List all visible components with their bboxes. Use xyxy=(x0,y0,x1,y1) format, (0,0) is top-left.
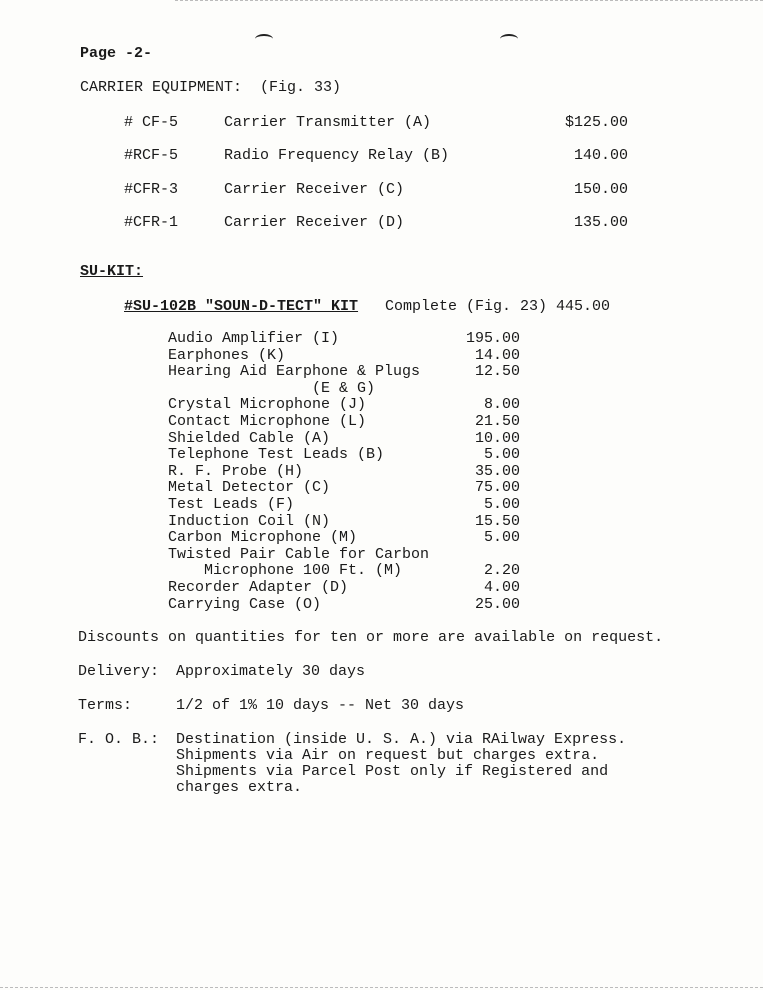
part-name: Twisted Pair Cable for Carbon xyxy=(168,545,430,563)
punch-mark-right xyxy=(500,34,518,44)
part-price: 8.00 xyxy=(483,396,520,414)
part-name: (E & G) xyxy=(168,379,376,397)
item-name: Carrier Receiver (C) xyxy=(224,181,405,198)
kit-part-row xyxy=(0,430,763,447)
bottom-scan-edge xyxy=(0,987,763,988)
kit-part-row xyxy=(0,347,763,364)
item-price: 135.00 xyxy=(574,214,629,231)
item-code: #CFR-3 xyxy=(124,181,179,198)
part-name: Carbon Microphone (M) xyxy=(168,529,358,547)
kit-part-row xyxy=(0,479,763,496)
kit-part-row xyxy=(0,579,763,596)
kit-part-row xyxy=(0,446,763,463)
top-scan-edge xyxy=(175,0,763,1)
carrier-equipment-heading: CARRIER EQUIPMENT: (Fig. 33) xyxy=(80,79,342,96)
fob-line: Shipments via Parcel Post only if Registered and xyxy=(176,763,609,780)
item-name: Carrier Transmitter (A) xyxy=(224,114,432,131)
part-name: Recorder Adapter (D) xyxy=(168,579,349,596)
item-name: Radio Frequency Relay (B) xyxy=(224,147,450,164)
part-price: 15.50 xyxy=(474,512,520,530)
part-name: Hearing Aid Earphone & Plugs xyxy=(168,363,421,381)
carrier-item xyxy=(0,114,763,131)
part-price: 12.50 xyxy=(474,363,520,381)
part-name: Telephone Test Leads (B) xyxy=(168,446,385,464)
punch-mark-left xyxy=(255,34,273,44)
part-price: 2.20 xyxy=(483,562,520,580)
item-code: # CF-5 xyxy=(124,114,179,131)
part-price: 5.00 xyxy=(483,529,520,547)
fob-line: Destination (inside U. S. A.) via RAilway Express. xyxy=(176,731,627,748)
su-kit-heading: SU-KIT: xyxy=(80,263,144,280)
carrier-item xyxy=(0,214,763,231)
part-name: R. F. Probe (H) xyxy=(168,462,304,480)
part-price: 25.00 xyxy=(474,595,520,613)
fob-line: charges extra. xyxy=(176,779,303,796)
item-name: Carrier Receiver (D) xyxy=(224,214,405,231)
part-price: 75.00 xyxy=(474,479,520,497)
kit-part-row xyxy=(0,562,763,579)
item-code: #CFR-1 xyxy=(124,214,179,231)
part-price: 35.00 xyxy=(474,462,520,480)
part-name: Shielded Cable (A) xyxy=(168,429,331,447)
part-name: Induction Coil (N) xyxy=(168,512,331,530)
item-price: 150.00 xyxy=(574,181,629,198)
kit-part-row xyxy=(0,396,763,413)
part-name: Test Leads (F) xyxy=(168,496,295,513)
kit-part-row xyxy=(0,363,763,380)
kit-part-row xyxy=(0,413,763,430)
item-code: #RCF-5 xyxy=(124,147,179,164)
part-name: Carrying Case (O) xyxy=(168,595,322,613)
part-name: Crystal Microphone (J) xyxy=(168,396,367,414)
terms-value: 1/2 of 1% 10 days -- Net 30 days xyxy=(176,697,465,714)
fob-label: F. O. B.: xyxy=(78,731,160,748)
terms-label: Terms: xyxy=(78,697,133,714)
kit-part-row xyxy=(0,330,763,347)
part-price: 4.00 xyxy=(483,579,520,596)
carrier-item xyxy=(0,181,763,198)
kit-part-row xyxy=(0,596,763,613)
part-name: Audio Amplifier (I) xyxy=(168,330,340,347)
kit-code: #SU-102B "SOUN-D-TECT" KIT xyxy=(124,298,359,315)
part-name: Contact Microphone (L) xyxy=(168,413,367,430)
kit-part-row xyxy=(0,513,763,530)
kit-part-row xyxy=(0,529,763,546)
kit-part-row xyxy=(0,380,763,397)
item-price: $125.00 xyxy=(565,114,629,131)
kit-part-row xyxy=(0,546,763,563)
carrier-item xyxy=(0,147,763,164)
page-number: Page -2- xyxy=(80,45,153,62)
part-price: 5.00 xyxy=(483,446,520,464)
part-price: 195.00 xyxy=(465,330,520,347)
kit-description: Complete (Fig. 23) 445.00 xyxy=(385,298,611,315)
part-price: 10.00 xyxy=(474,429,520,447)
part-name: Microphone 100 Ft. (M) xyxy=(168,562,403,580)
delivery-label: Delivery: xyxy=(78,663,160,680)
delivery-value: Approximately 30 days xyxy=(176,663,366,680)
part-name: Earphones (K) xyxy=(168,346,286,364)
kit-part-row xyxy=(0,463,763,480)
part-name: Metal Detector (C) xyxy=(168,479,331,497)
part-price: 14.00 xyxy=(474,346,520,364)
part-price: 5.00 xyxy=(483,496,520,513)
part-price: 21.50 xyxy=(474,413,520,430)
fob-line: Shipments via Air on request but charges extra. xyxy=(176,747,600,764)
kit-part-row xyxy=(0,496,763,513)
discounts-note: Discounts on quantities for ten or more are available on request. xyxy=(78,629,664,646)
item-price: 140.00 xyxy=(574,147,629,164)
